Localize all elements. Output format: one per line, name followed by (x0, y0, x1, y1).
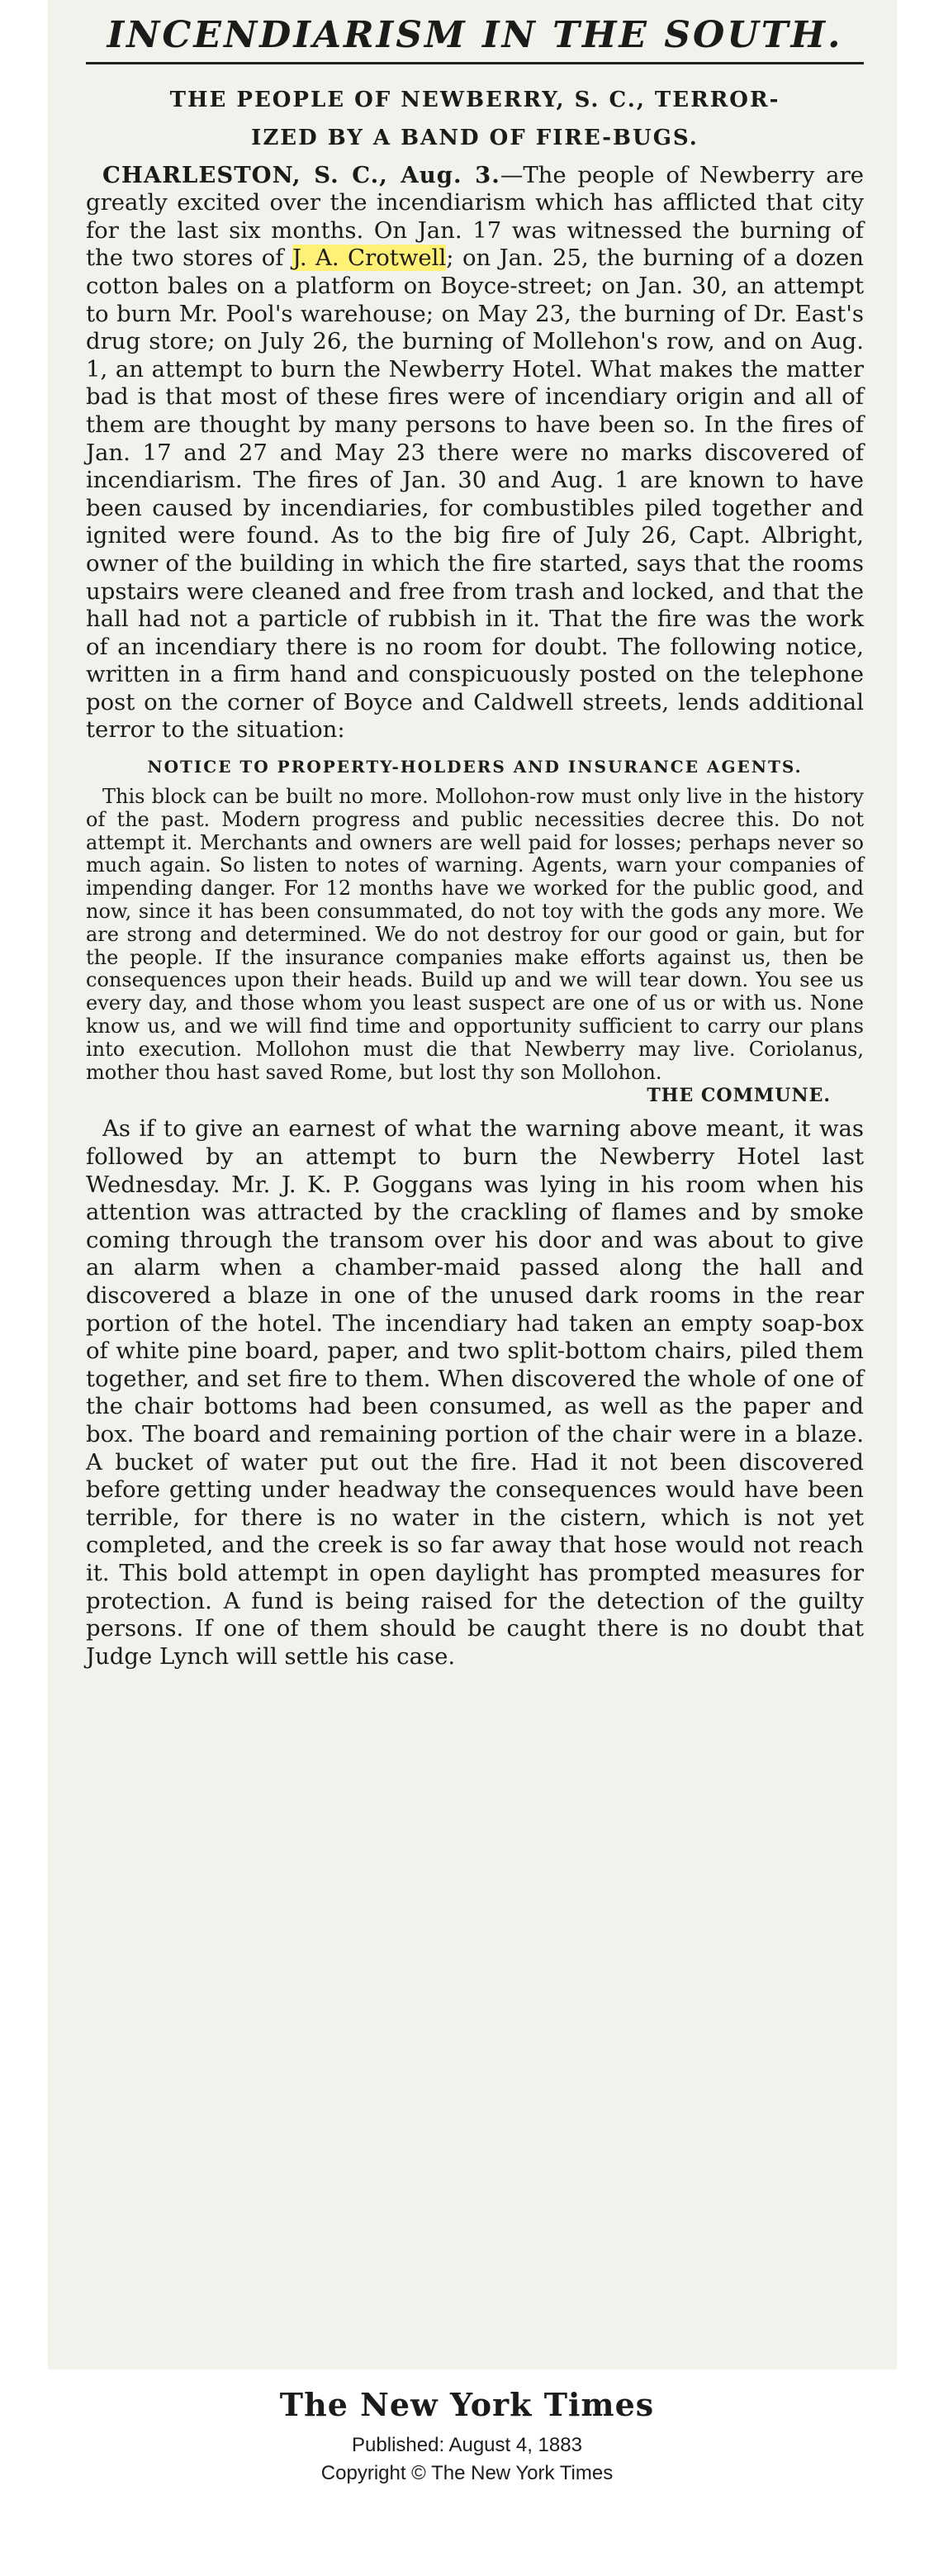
subheadline-line-2: IZED BY A BAND OF FIRE-BUGS. (251, 125, 699, 150)
closing-paragraph: As if to give an earnest of what the warning above meant, it was followed by an attempt to burn the Newberry Hotel last Wednesday. Mr. J. K. P. Goggans was lying in his room when his attention was attracted by the crackling of flames and by smoke coming through the transom over his door and was about to give an alarm when a chamber-maid passed along the hall and discovered a blaze in one of the unused dark rooms in the rear portion of the hotel. The incendiary had taken an empty soap-box of white pine board, paper, and two split-bottom chairs, piled them together, and set fire to them. When discovered the whole of one of the chair bottoms had been consumed, as well as the paper and box. The board and remaining portion of the chair were in a blaze. A bucket of water put out the fire. Had it not been discovered before getting under headway the consequences would have been terrible, for there is no water in the cistern, which is not yet completed, and the creek is so far away that hose would not reach it. This bold attempt in open daylight has prompted measures for protection. A fund is being raised for the detection of the guilty persons. If one of them should be caught there is no doubt that Judge Lynch will settle his case. (86, 1115, 864, 1670)
notice-text: This block can be built no more. Mollohon-row must only live in the history of the past. Modern progress and public necessities decree this. Do not attempt it. Merchants and owners are well paid for losses; perhaps never so much again. So listen to notes of warning. Agents, warn your companies of impending danger. For 12 months have we worked for the public good, and now, since it has been consummated, do not toy with the gods any more. We are strong and determined. We do not destroy for our good or gain, but for the people. If the insurance companies make efforts against us, then be consequences upon their heads. Build up and we will tear down. You see us every day, and those whom you least suspect are one of us or with us. None know us, and we will find time and opportunity sufficient to carry our plans into execution. Mollohon must die that Newberry may live. Coriolanus, mother thou hast saved Rome, but lost thy son Mollohon. (86, 785, 864, 1084)
lead-text-start: —The people of Newberry are greatly excited over the incendiarism which has afflicted that city for the last six months. On Jan. 17 was witnessed the burning of the two stores of (86, 161, 864, 272)
highlighted-name: J. A. Crotwell (292, 245, 447, 272)
subheadline (86, 81, 864, 157)
subheadline-line-1: THE PEOPLE OF NEWBERRY, S. C., TERROR- (169, 87, 780, 112)
dateline: CHARLESTON, S. C., Aug. 3. (102, 161, 500, 188)
headline: INCENDIARISM IN THE SOUTH. (86, 15, 864, 64)
notice-heading: NOTICE TO PROPERTY-HOLDERS AND INSURANCE AGENTS. (147, 757, 803, 777)
lead-paragraph (86, 162, 864, 744)
article-clipping (48, 0, 897, 2369)
lead-text-rest: ; on Jan. 25, the burning of a dozen cotton bales on a platform on Boyce-street; on Jan. 30, an attempt to burn Mr. Pool's warehouse; on May 23, the burning of Dr. East's drug store; on July 26, the burning of Mollehon's row, and on Aug. 1, an attempt to burn the Newberry Hotel. What makes the matter bad is that most of these fires were of incendiary origin and all of them are thought by many persons to have been so. In the fires of Jan. 17 and 27 and May 23 there were no marks discovered of incendiarism. The fires of Jan. 30 and Aug. 1 are known to have been caused by incendiaries, for combustibles piled together and ignited were found. As to the big fire of July 26, Capt. Albright, owner of the building in which the fire started, says that the rooms upstairs were cleaned and free from trash and locked, and that the hall had not a particle of rubbish in it. That the fire was the work of an incendiary there is no room for doubt. The following notice, written in a firm hand and conspicuously posted on the telephone post on the corner of Boyce and Caldwell streets, lends additional terror to the situation: (86, 245, 864, 744)
copyright-notice: Copyright © The New York Times (320, 2462, 614, 2484)
footer (0, 2386, 934, 2488)
notice-signature: THE COMMUNE. (647, 1085, 831, 1107)
published-date: Published: August 4, 1883 (352, 2434, 582, 2456)
nyt-masthead-logo: The New York Times (279, 2386, 655, 2423)
